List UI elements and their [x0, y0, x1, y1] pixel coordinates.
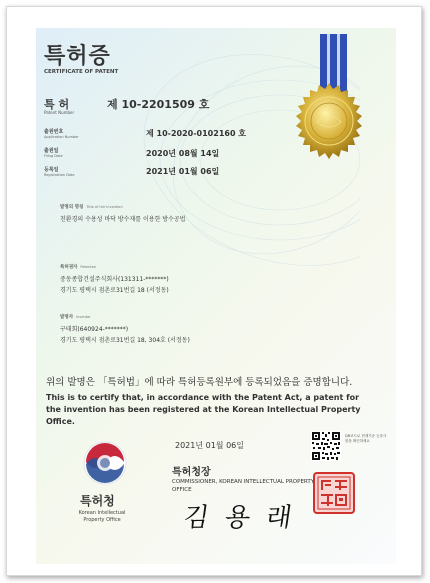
commissioner-title-en: COMMISSIONER, KOREAN INTELLECTUAL PROPERTY OFFICE	[172, 479, 315, 493]
filing-label-en: Filing Date	[44, 154, 63, 158]
application-label: 출원번호	[44, 129, 64, 135]
kipo-logo-icon	[82, 440, 128, 486]
patent-label: 특 허	[44, 98, 70, 111]
certification-statement-en: This is to certify that, in accordance with the Patent Act, a patent for the invention has been registered at the Korean Intellectual Property Office.	[46, 393, 361, 426]
patentee-name: 중동종합건설주식회사(131311-*******)	[60, 276, 169, 283]
registration-label-en: Registration Date	[44, 173, 75, 177]
invention-title-label: 발명의 명칭 Title of the Invention	[60, 205, 123, 210]
qr-note: QR코드로 현재기준 등록사항을 확인하세요	[345, 434, 387, 443]
commissioner-title-ko: 특허청장	[172, 467, 211, 478]
inventor-label: 발명자 Inventor	[60, 315, 91, 320]
patent-number: 제 10-2201509 호	[107, 98, 210, 111]
application-label-en: Application Number	[44, 135, 79, 139]
official-red-stamp-icon	[313, 472, 355, 514]
commissioner-signature: 김 용 래	[181, 503, 298, 533]
gold-seal-icon	[290, 82, 368, 160]
registration-date: 2021년 01월 06일	[146, 167, 220, 176]
issue-date: 2021년 01월 06일	[175, 441, 244, 450]
patentee-address: 경기도 평택시 점촌로31번길 18 (서정동)	[60, 287, 169, 294]
filing-label: 출원일	[44, 148, 59, 154]
registration-label: 등록일	[44, 167, 59, 173]
filing-date: 2020년 08월 14일	[146, 149, 220, 158]
certificate-title: 특허증	[44, 44, 111, 69]
qr-code-icon	[311, 431, 341, 461]
certification-statement-ko: 위의 발명은 「특허법」에 따라 특허등록원부에 등록되었음을 증명합니다.	[46, 377, 353, 388]
inventor-address: 경기도 평택시 점촌로31번길 18, 304호 (서정동)	[60, 337, 190, 344]
invention-title: 친환경의 수용성 바닥 방수재를 이용한 방수공법	[60, 216, 186, 223]
certificate-subtitle: CERTIFICATE OF PATENT	[44, 69, 119, 75]
kipo-logo-name: 특허청	[80, 494, 115, 508]
application-number: 제 10-2020-0102160 호	[146, 129, 247, 138]
kipo-logo-en: Korean Intellectual Property Office	[78, 510, 126, 523]
patentee-label: 특허권자 Patentee	[60, 265, 96, 270]
inventor-name: 구태회(640924-*******)	[60, 326, 129, 333]
patent-label-en: Patent Number	[44, 110, 75, 115]
